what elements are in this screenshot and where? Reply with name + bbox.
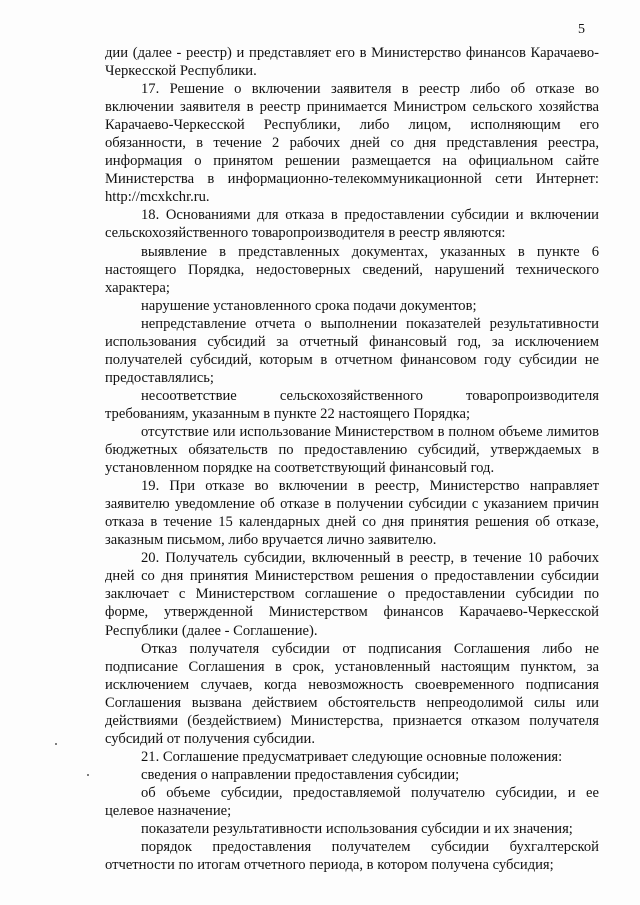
scan-speck — [55, 743, 57, 745]
paragraph: об объеме субсидии, предоставляемой получателю субсидии, и ее целевое назначение; — [105, 784, 599, 819]
paragraph: дии (далее - реестр) и представляет его в Министерство финансов Карачаево-Черкесской Республики. — [105, 45, 599, 80]
paragraph: 20. Получатель субсидии, включенный в реестр, в течение 10 рабочих дней со дня принятия Министерством решения о предоставлении субсидии заключает с Министерством соглашение о предоставлении субсидии по форме, утвержденной Министерством финансов Карачаево-Черкесской Республики (далее - Соглашение). — [105, 550, 599, 639]
paragraph: Отказ получателя субсидии от подписания Соглашения либо не подписание Соглашения в срок, установленный настоящим пунктом, за исключением случаев, когда невозможность своевременного подписания Соглашения вызвана действием обстоятельств непреодолимой силы или действиями (бездействием) Министерства, признается отказом получателя субсидий от получения субсидии. — [105, 640, 599, 747]
paragraph: отсутствие или использование Министерством в полном объеме лимитов бюджетных обязательств по предоставлению субсидий, утверждаемых в установленном порядке на соответствующий финансовый год. — [105, 423, 599, 477]
paragraph: 19. При отказе во включении в реестр, Министерство направляет заявителю уведомление об отказе в получении субсидии с указанием причин отказа в течение 15 календарных дней со дня принятия решения об отказе, заказным письмом, либо вручается лично заявителю. — [105, 478, 599, 549]
paragraph: порядок предоставления получателем субсидии бухгалтерской отчетности по итогам отчетного периода, в котором получена субсидия; — [105, 839, 599, 874]
paragraph: непредставление отчета о выполнении показателей результативности использования субсидий за отчетный финансовый год, за исключением получателей субсидий, которым в отчетном финансовом году субсидии не предоставлялись; — [105, 315, 599, 386]
paragraph: показатели результативности использования субсидии и их значения; — [141, 821, 573, 838]
paragraph: сведения о направлении предоставления субсидии; — [141, 766, 460, 783]
paragraph: 18. Основаниями для отказа в предоставлении субсидии и включении сельскохозяйственного товаропроизводителя в реестр являются: — [105, 207, 599, 242]
page-number: 5 — [578, 22, 585, 37]
document-body — [105, 44, 599, 874]
paragraph: выявление в представленных документах, указанных в пункте 6 настоящего Порядка, недостоверных сведений, нарушений технического характера; — [105, 243, 599, 296]
paragraph: 21. Соглашение предусматривает следующие основные положения: — [141, 748, 563, 765]
paragraph: несоответствие сельскохозяйственного товаропроизводителя требованиям, указанным в пункте 22 настоящего Порядка; — [105, 387, 599, 422]
paragraph: нарушение установленного срока подачи документов; — [141, 297, 477, 314]
scan-speck — [87, 774, 89, 776]
paragraph: 17. Решение о включении заявителя в реестр либо об отказе во включении заявителя в реестр принимается Министром сельского хозяйства Карачаево-Черкесской Республики, либо лицом, исполняющим его обязанности, в течение 2 рабочих дней со дня представления реестра, информация о принятом решении размещается на официальном сайте Министерства в информационно-телекоммуникационной сети Интернет: http://mcxkchr.ru. — [105, 81, 599, 206]
